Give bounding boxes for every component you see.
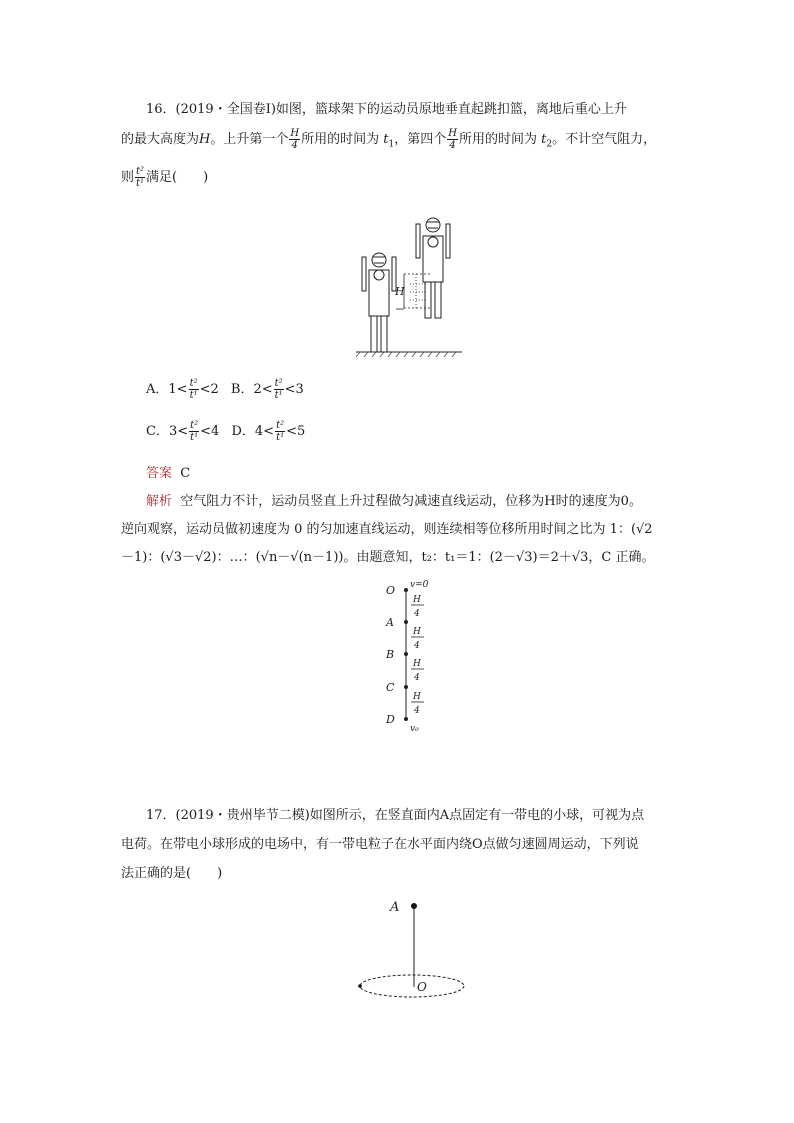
option-d-label: D．4<	[231, 424, 275, 439]
q16-line2-c: 所用的时间为	[301, 132, 380, 147]
q17-line1	[146, 804, 644, 823]
point-O: O	[386, 584, 396, 597]
orbit-ellipse	[360, 975, 464, 997]
seg1-den: 4	[414, 609, 420, 619]
seg2-num: H	[413, 627, 421, 637]
frac-num: t²	[136, 166, 145, 177]
option-c-end: <4	[200, 424, 220, 439]
frac-den: t¹	[189, 390, 198, 401]
q16-analysis-line1	[146, 490, 642, 509]
option-a-label: A．1<	[146, 382, 188, 397]
analysis-line3: －1)：(√3－√2)：…：(√n－√(n－1))。由题意知，t₂：t₁＝1：(2－√3)＝2＋√3，C 正确。	[121, 550, 655, 565]
frac-den: 4	[449, 140, 456, 151]
option-d-frac	[275, 420, 285, 443]
q16-answer	[146, 462, 190, 481]
answer-value: C	[180, 466, 191, 481]
point-C: C	[386, 681, 395, 694]
q16-sub1: 1	[388, 139, 395, 150]
seg4-den: 4	[414, 706, 420, 716]
option-b-label: B．2<	[230, 382, 273, 397]
label-O: O	[417, 980, 427, 994]
frac-den: t¹	[274, 390, 283, 401]
q16-line1-text: 如图，篮球架下的运动员原地垂直起跳扣篮，离地后重心上升	[275, 102, 627, 117]
q16-source: (2019・全国卷Ⅰ)	[175, 102, 276, 117]
figure-H-label: H	[395, 285, 405, 298]
analysis-label: 解析	[146, 494, 173, 509]
q17-line1-text: 如图所示，在竖直面内A点固定有一带电的小球，可视为点	[309, 808, 645, 823]
frac-num: t²	[276, 420, 285, 431]
option-c[interactable]	[146, 420, 220, 443]
q17-number: 17．	[146, 808, 176, 823]
point-D: D	[386, 713, 395, 726]
q16-number: 16．	[146, 102, 176, 117]
seg4-num: H	[413, 692, 421, 702]
point-D-dot	[404, 717, 408, 721]
point-C-dot	[404, 685, 408, 689]
q17-line2-text: 电荷。在带电小球形成的电场中，有一带电粒子在水平面内绕O点做匀速圆周运动，下列说	[121, 837, 639, 852]
frac-num: H	[448, 128, 457, 139]
q16-line2-a: 的最大高度为	[121, 132, 200, 147]
q16-line2-d: ，第四个	[394, 132, 447, 147]
frac-num: t²	[190, 420, 199, 431]
analysis-line1: 空气阻力不计，运动员竖直上升过程做匀减速直线运动，位移为H时的速度为0。	[180, 494, 642, 509]
q16-frac-t2t1	[135, 166, 145, 189]
q16-line3-b: 满足( )	[146, 170, 209, 185]
q16-analysis-line3	[121, 546, 654, 565]
point-O-dot	[404, 588, 408, 592]
charge-orbit-figure	[350, 892, 474, 1004]
player-standing	[362, 253, 396, 352]
option-b[interactable]	[230, 378, 304, 401]
point-B-dot	[404, 652, 408, 656]
option-d-end: <5	[286, 424, 306, 439]
q16-line2	[121, 128, 656, 151]
q17-line2	[121, 833, 639, 852]
frac-num: t²	[189, 378, 198, 389]
option-d[interactable]	[231, 420, 306, 443]
segment-diagram	[380, 578, 450, 738]
player-jumping	[416, 218, 450, 318]
q16-sub2: 2	[546, 139, 553, 150]
option-a-frac	[189, 378, 199, 401]
v-bottom-label: v₀	[410, 724, 419, 734]
point-A-dot	[404, 620, 408, 624]
q16-line3-a: 则	[121, 170, 135, 185]
q16-line2-b: 。上升第一个	[210, 132, 289, 147]
q17-line3	[121, 862, 222, 881]
frac-num: t²	[274, 378, 283, 389]
q16-line3	[121, 166, 208, 189]
q16-options-row1	[146, 378, 304, 401]
q16-line1	[146, 98, 627, 117]
frac-den: 4	[291, 140, 298, 151]
seg2-den: 4	[414, 641, 420, 651]
option-c-label: C．3<	[146, 424, 189, 439]
point-A: A	[386, 616, 394, 629]
q16-H: H	[199, 132, 211, 147]
option-c-frac	[189, 420, 199, 443]
option-a-end: <2	[199, 382, 219, 397]
q17-source: (2019・贵州毕节二模)	[175, 808, 310, 823]
point-B: B	[386, 648, 395, 661]
v-top-label: v=0	[410, 580, 429, 590]
q16-frac-H4-fourth	[447, 128, 458, 151]
q16-t2: t	[541, 132, 547, 147]
q16-analysis-line2	[121, 518, 653, 537]
answer-label: 答案	[146, 466, 173, 481]
seg3-den: 4	[414, 673, 420, 683]
frac-num: H	[290, 128, 300, 139]
option-b-end: <3	[284, 382, 304, 397]
frac-den: t¹	[136, 178, 145, 189]
frac-den: t¹	[276, 432, 285, 443]
frac-den: t¹	[190, 432, 199, 443]
option-b-frac	[274, 378, 284, 401]
seg3-num: H	[413, 659, 421, 669]
q16-options-row2	[146, 420, 305, 443]
particle-dot	[358, 984, 362, 988]
option-a[interactable]	[146, 378, 219, 401]
label-A: A	[390, 900, 400, 915]
analysis-line2: 逆向观察，运动员做初速度为 0 的匀加速直线运动，则连续相等位移所用时间之比为 1：(√2	[121, 522, 653, 537]
q16-line2-f: 。不计空气阻力，	[552, 132, 657, 147]
q16-frac-H4-first	[289, 128, 300, 151]
seg1-num: H	[413, 595, 421, 605]
q16-line2-e: 所用的时间为	[458, 132, 537, 147]
q16-t1: t	[383, 132, 389, 147]
basketball-jump-figure	[354, 212, 466, 358]
q17-line3-text: 法正确的是( )	[121, 866, 223, 881]
